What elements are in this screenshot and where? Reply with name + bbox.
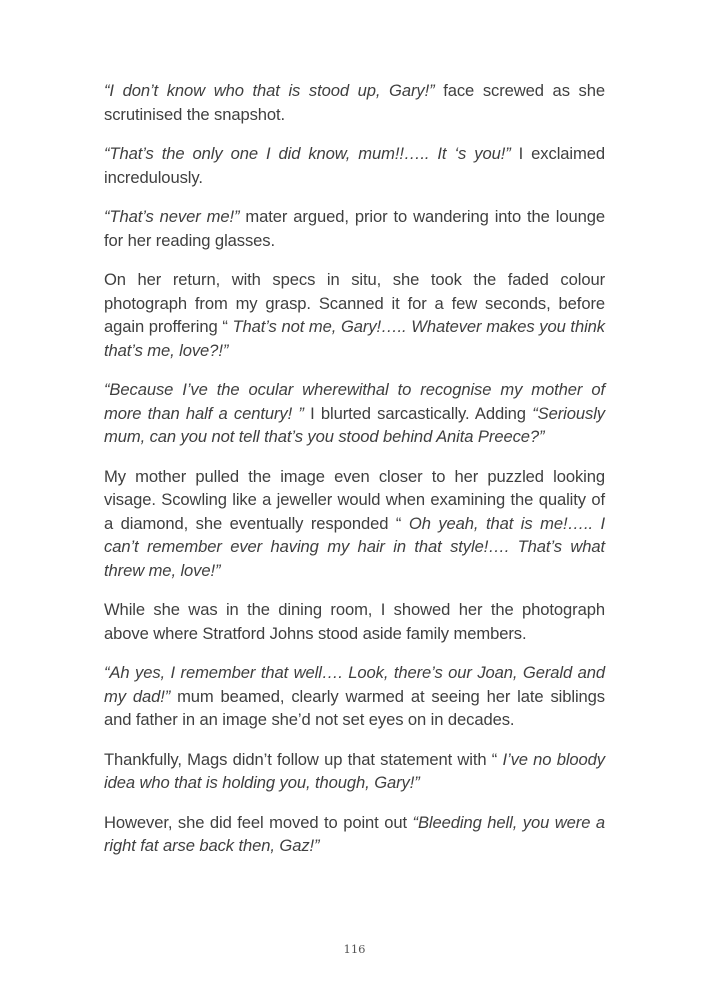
italic-text-run: I’ve no bloody idea who that is holding you, though, Gary!” [104, 749, 606, 792]
text-run: While she was in the dining room, I showed her the photograph above where Stratford Johns stood aside family members. [104, 600, 605, 643]
italic-text-run: “That’s the only one I did know, mum!!….. It ‘s you!” [104, 144, 511, 163]
text-run: However, she did feel moved to point out [104, 812, 413, 832]
paragraph [104, 465, 605, 583]
italic-text-run: “That’s never me!” [104, 207, 240, 226]
paragraph [104, 748, 605, 795]
text-run: face screwed as she scrutinised the snapshot. [104, 81, 605, 124]
paragraph [104, 811, 605, 858]
text-run: On her return, with specs in situ, she took the faded colour photograph from my grasp. Scanned it for a few seconds, before again proffering “ [104, 270, 605, 336]
italic-text-run: That’s not me, Gary!….. Whatever makes you think that’s me, love?!” [104, 317, 605, 360]
paragraph [104, 79, 605, 126]
text-run: Thankfully, Mags didn’t follow up that statement with “ [104, 749, 503, 769]
text-run: mum beamed, clearly warmed at seeing her late siblings and father in an image she’d not set eyes on in decades. [104, 686, 605, 729]
italic-text-run: “Ah yes, I remember that well…. Look, there’s our Joan, Gerald and my dad!” [104, 663, 605, 706]
paragraph [104, 142, 605, 189]
italic-text-run: “Seriously mum, can you not tell that’s you stood behind Anita Preece?” [104, 403, 605, 446]
italic-text-run: “Because I’ve the ocular wherewithal to recognise my mother of more than half a century! ” [104, 380, 605, 423]
paragraph [104, 268, 605, 362]
text-run: I blurted sarcastically. Adding [303, 403, 533, 423]
text-run: I exclaimed incredulously. [104, 144, 605, 187]
paragraph [104, 598, 605, 645]
italic-text-run: “Bleeding hell, you were a right fat arse back then, Gaz!” [104, 812, 605, 855]
italic-text-run: Oh yeah, that is me!….. I can’t remember ever having my hair in that style!…. That’s what threw me, love!” [104, 513, 606, 580]
italic-text-run: “I don’t know who that is stood up, Gary!” [104, 81, 435, 100]
paragraph [104, 661, 605, 732]
text-run: My mother pulled the image even closer to her puzzled looking visage. Scowling like a jeweller would when examining the quality of a diamond, she eventually responded “ [104, 466, 605, 533]
paragraph [104, 378, 605, 449]
page-number: 116 [343, 942, 366, 956]
paragraph [104, 205, 605, 252]
body-text [104, 79, 605, 874]
text-run: mater argued, prior to wandering into the lounge for her reading glasses. [104, 207, 605, 250]
